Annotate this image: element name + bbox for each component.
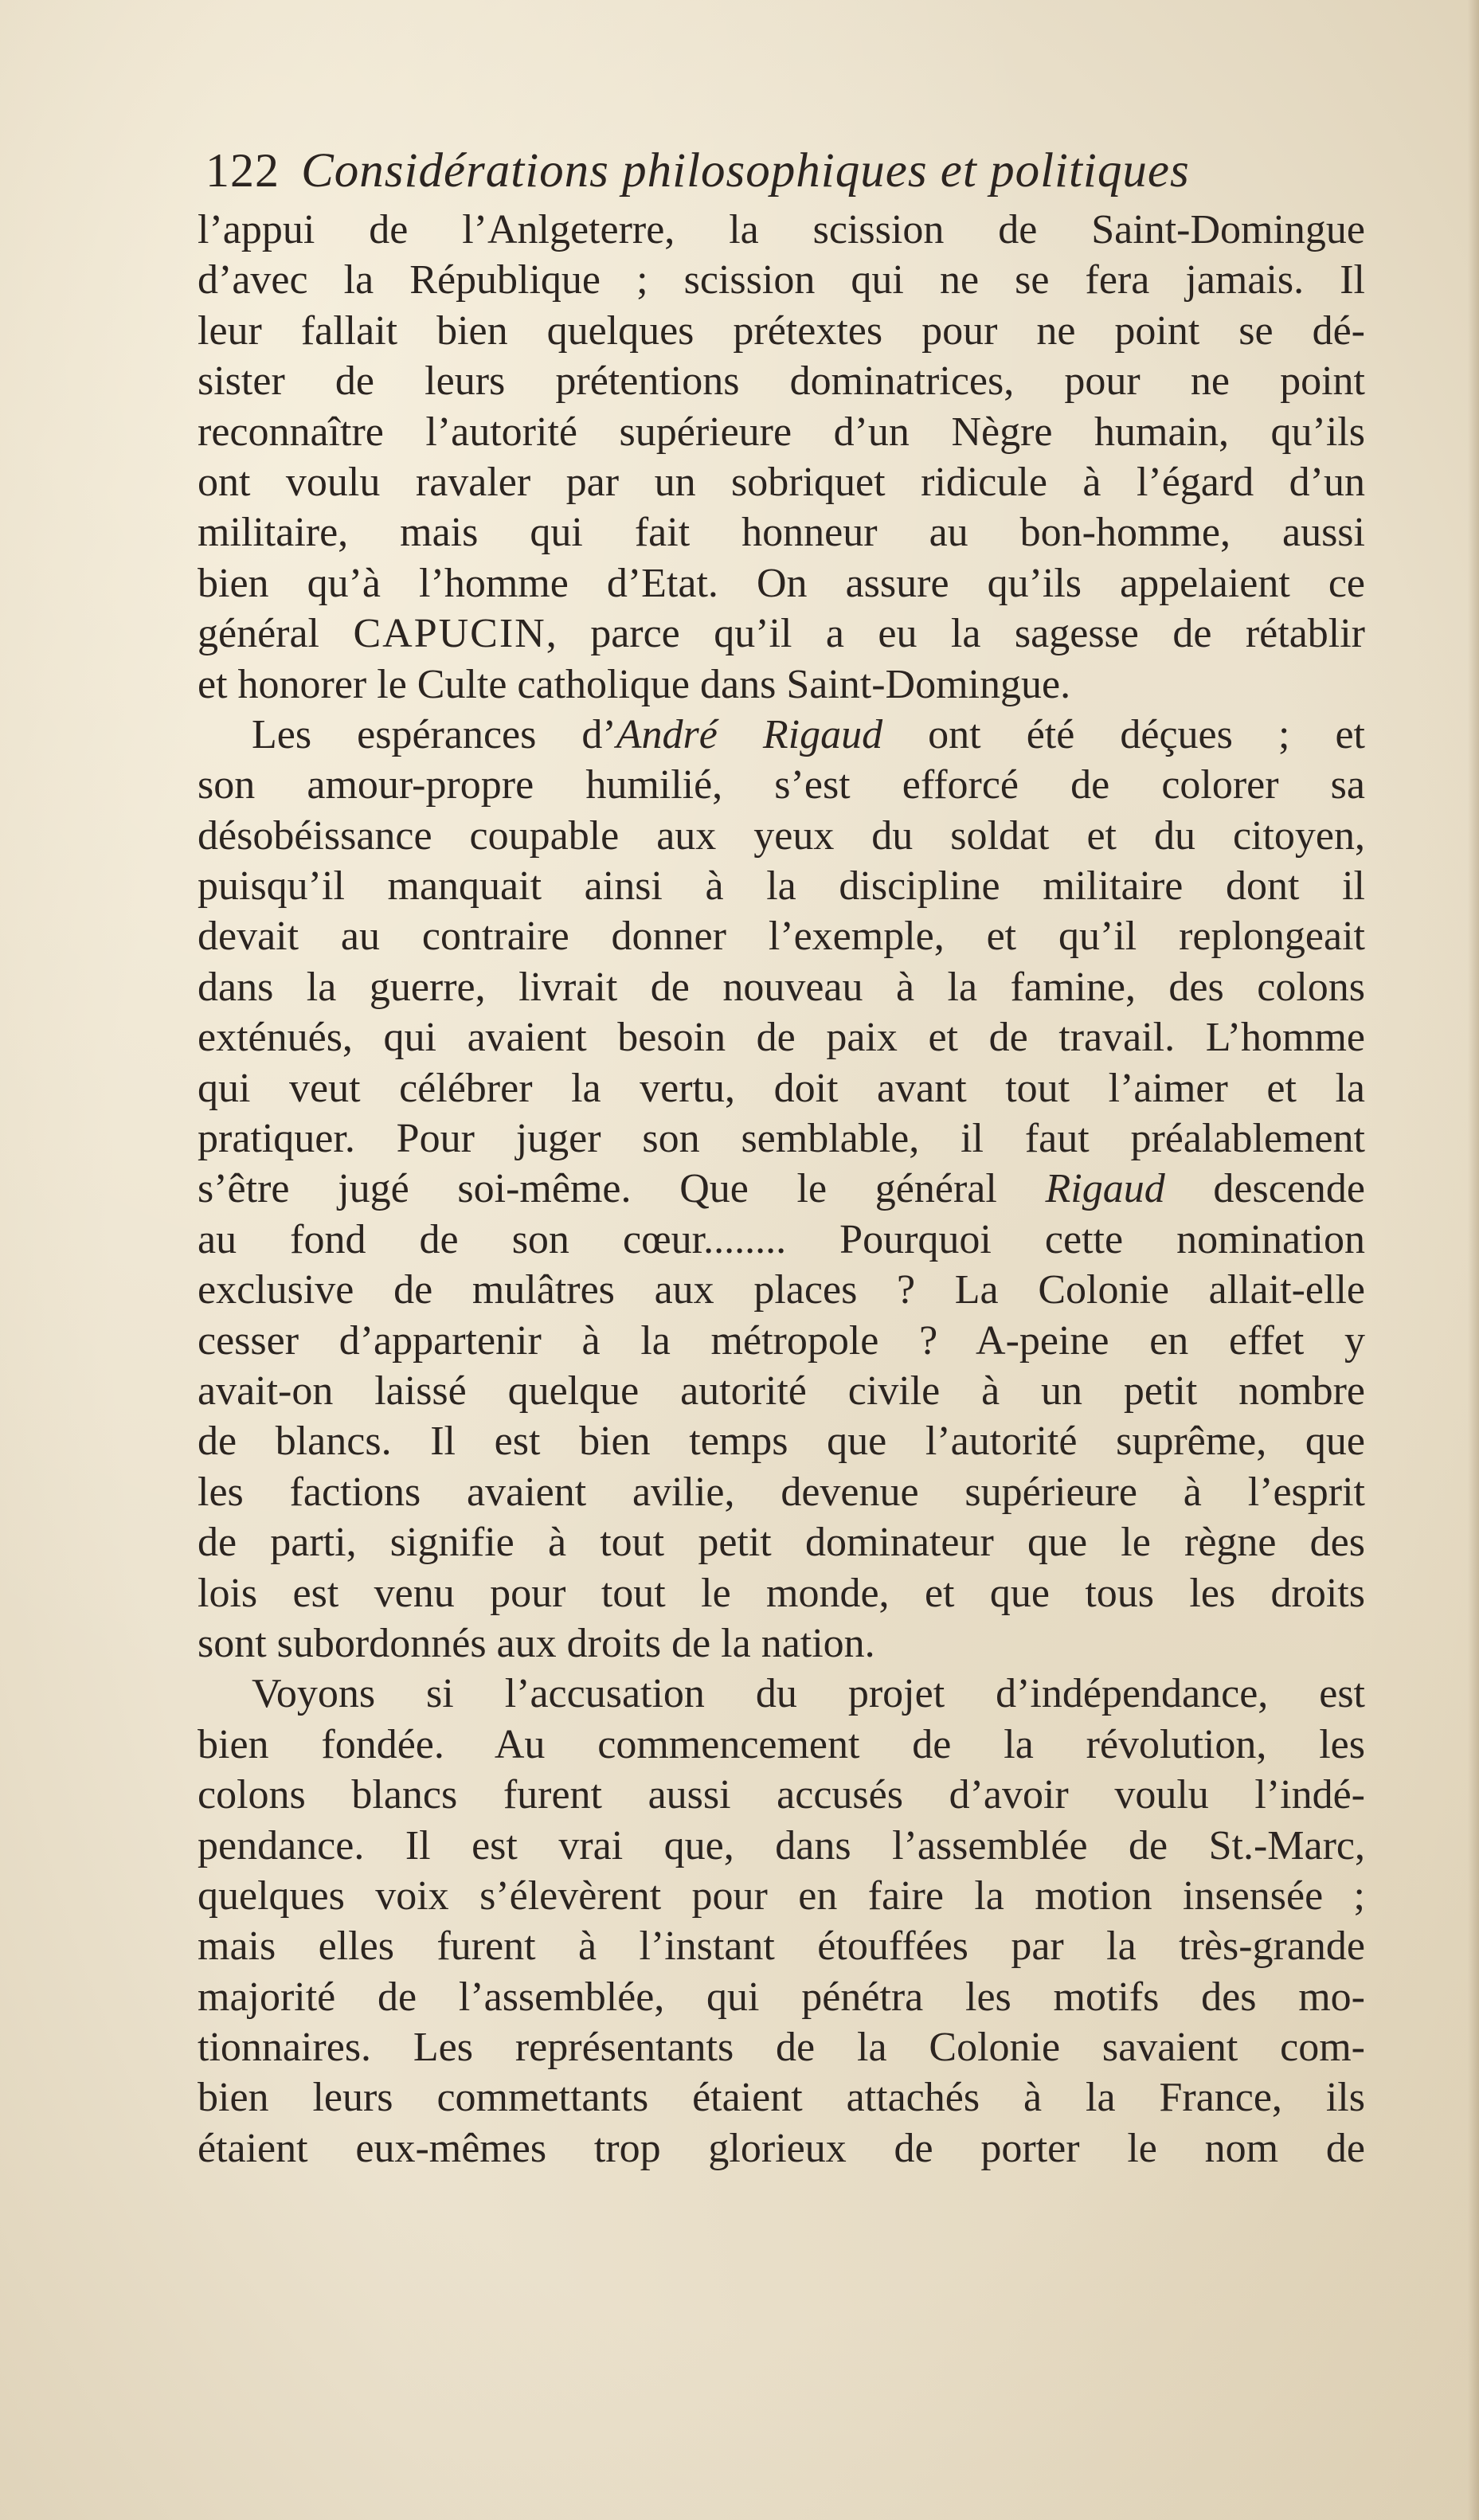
text-line: qui veut célébrer la vertu, doit avant tout l’aimer et la <box>198 1065 1365 1111</box>
text-line: puisqu’il manquait ainsi à la discipline militaire dont il <box>198 863 1365 910</box>
text-line: Voyons si l’accusation du projet d’indépendance, est <box>252 1671 1365 1717</box>
text-line: exténués, qui avaient besoin de paix et de travail. L’homme <box>198 1015 1365 1061</box>
text-line: bien fondée. Au commencement de la révolution, les <box>198 1721 1365 1767</box>
text-line: désobéissance coupable aux yeux du soldat et du citoyen, <box>198 812 1365 859</box>
text-line: l’appui de l’Anlgeterre, la scission de Saint-Domingue <box>198 207 1365 252</box>
page-header <box>205 143 1321 207</box>
paragraph-2 <box>198 710 1365 1669</box>
text-line: étaient eux-mêmes trop glorieux de porter le nom de <box>198 2125 1365 2171</box>
smallcaps-name: CAPUCIN <box>353 611 546 657</box>
text-line: avait-on laissé quelque autorité civile à un petit nombre <box>198 1368 1365 1414</box>
page-number: 122 <box>205 144 280 197</box>
text-line: d’avec la République ; scission qui ne se fera jamais. Il <box>198 257 1365 303</box>
running-title: Considérations philosophiques et politiques <box>301 144 1190 198</box>
text-line: les factions avaient avilie, devenue supérieure à l’esprit <box>198 1469 1365 1515</box>
text-line: ont voulu ravaler par un sobriquet ridicule à l’égard d’un <box>198 459 1365 505</box>
text-line: sister de leurs prétentions dominatrices, pour ne point <box>198 358 1365 405</box>
text-line: lois est venu pour tout le monde, et que tous les droits <box>198 1570 1365 1616</box>
text-line: colons blancs furent aussi accusés d’avoir voulu l’indé- <box>198 1772 1365 1818</box>
text-line: pratiquer. Pour juger son semblable, il faut préalablement <box>198 1116 1365 1162</box>
text-line: militaire, mais qui fait honneur au bon-homme, aussi <box>198 510 1365 556</box>
text-line: bien qu’à l’homme d’Etat. On assure qu’ils appelaient ce <box>198 560 1365 606</box>
text-line: exclusive de mulâtres aux places ? La Colonie allait-elle <box>198 1267 1365 1313</box>
paragraph-3 <box>198 1669 1365 2174</box>
text-line-with-italic: s’être jugé soi-même. Que le général Rigaud descende <box>198 1166 1365 1212</box>
text-line: sont subordonnés aux droits de la nation. <box>198 1620 875 1666</box>
text-line: cesser d’appartenir à la métropole ? A-peine en effet y <box>198 1317 1365 1364</box>
text-line: tionnaires. Les représentants de la Colonie savaient com- <box>198 2025 1365 2071</box>
text-line: et honorer le Culte catholique dans Saint-Domingue. <box>198 661 1071 707</box>
text-line: quelques voix s’élevèrent pour en faire la motion insensée ; <box>198 1872 1365 1919</box>
italic-name: André Rigaud <box>616 711 883 757</box>
text-line: au fond de son cœur........ Pourquoi cette nomination <box>198 1216 1365 1262</box>
page-edge-shadow <box>1468 0 1479 2520</box>
paragraph-1 <box>198 205 1365 710</box>
text-line: son amour-propre humilié, s’est efforcé de colorer sa <box>198 762 1365 808</box>
text-line: leur fallait bien quelques prétextes pour ne point se dé- <box>198 307 1365 354</box>
text-line-with-italic: Les espérances d’André Rigaud ont été déçues ; et <box>252 711 1365 757</box>
text-line-with-smallcaps: général CAPUCIN, parce qu’il a eu la sagesse de rétablir <box>198 611 1365 657</box>
text-line: reconnaître l’autorité supérieure d’un Nègre humain, qu’ils <box>198 409 1365 455</box>
text-line: de blancs. Il est bien temps que l’autorité suprême, que <box>198 1418 1365 1465</box>
text-line: pendance. Il est vrai que, dans l’assemblée de St.-Marc, <box>198 1822 1365 1868</box>
text-line: devait au contraire donner l’exemple, et qu’il replongeait <box>198 914 1365 960</box>
text-line: majorité de l’assemblée, qui pénétra les motifs des mo- <box>198 1974 1365 2020</box>
text-line: mais elles furent à l’instant étouffées par la très-grande <box>198 1923 1365 1970</box>
italic-name: Rigaud <box>1045 1166 1165 1212</box>
body-text <box>198 205 1365 2174</box>
text-line: dans la guerre, livrait de nouveau à la famine, des colons <box>198 964 1365 1010</box>
text-line: bien leurs commettants étaient attachés à la France, ils <box>198 2075 1365 2121</box>
text-line: de parti, signifie à tout petit dominateur que le règne des <box>198 1520 1365 1566</box>
